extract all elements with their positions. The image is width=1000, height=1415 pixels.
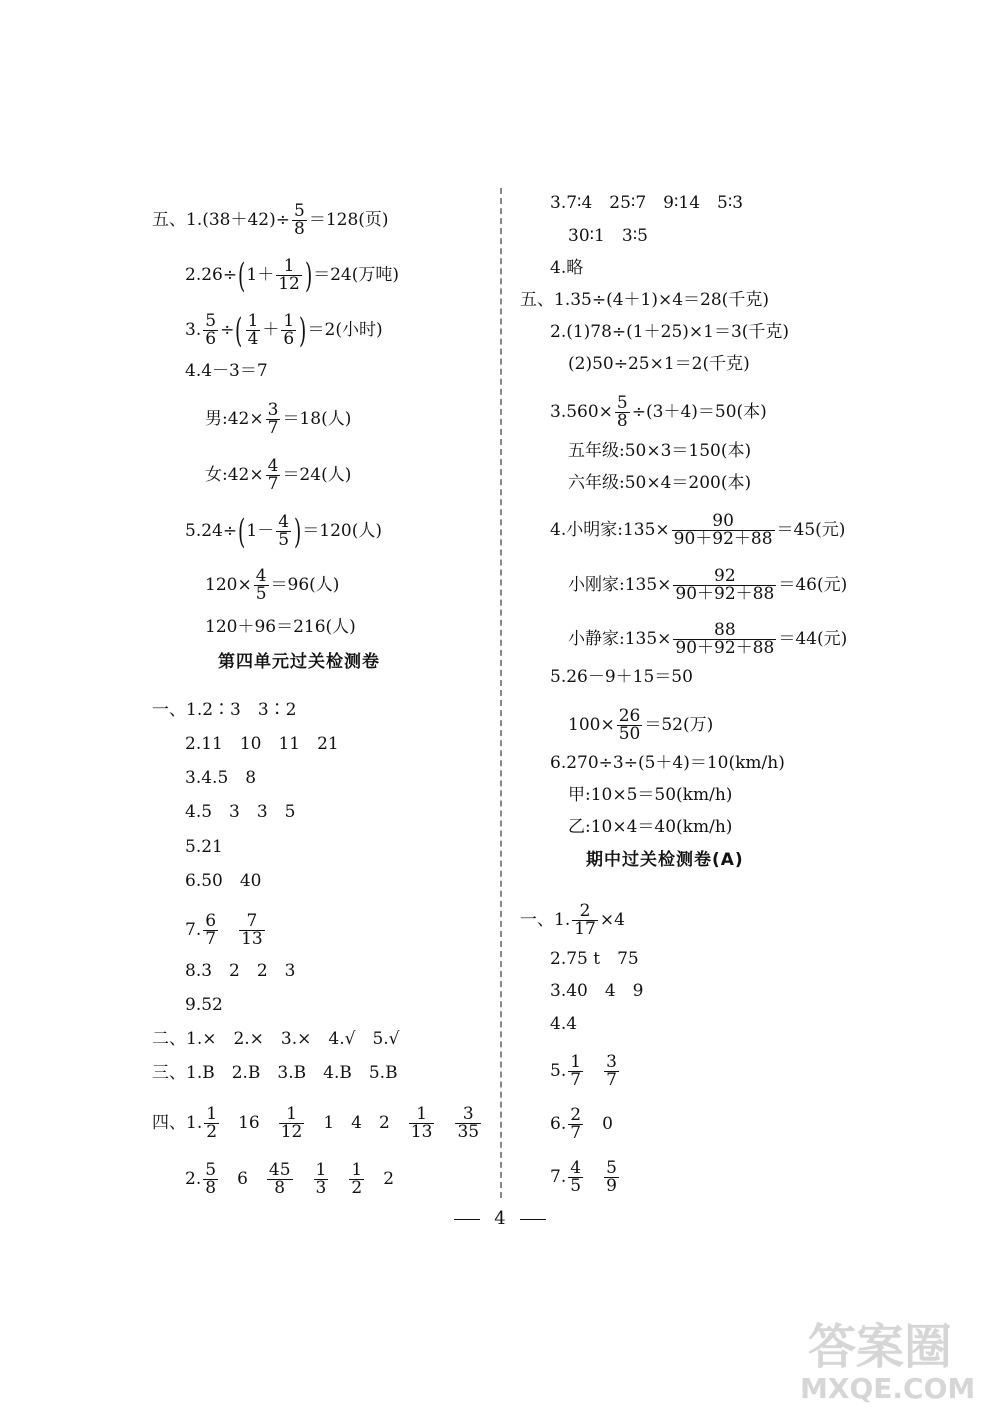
answer-1-2: 2.11 10 11 21 bbox=[185, 734, 339, 754]
answer-r5-1: 五、1.35÷(4＋1)×4＝28(千克) bbox=[520, 290, 769, 310]
answer-1-8: 8.3 2 2 3 bbox=[185, 961, 296, 981]
answer-1-6: 6.50 40 bbox=[185, 871, 262, 891]
answer-r5-4b: 小刚家:135× $\frac{92}{90+92+88}$ ＝46(元) bbox=[568, 566, 848, 604]
answer-5-5: 5.24÷(1－ $\frac{4}{5}$ )＝120(人) bbox=[185, 511, 383, 552]
answer-r5-2a: 2.(1)78÷(1＋25)×1＝3(千克) bbox=[550, 322, 790, 342]
answer-5-4-female: 女:42× $\frac{4}{7}$ ＝24(人) bbox=[205, 456, 352, 494]
answer-r3: 3.7∶4 25∶7 9∶14 5∶3 bbox=[550, 193, 744, 213]
answer-r5-5b: 100× $\frac{26}{50}$ ＝52(万) bbox=[568, 706, 714, 744]
answer-r5-3c: 六年级:50×4＝200(本) bbox=[568, 473, 752, 493]
answer-r5-6: 6.270÷3÷(5＋4)＝10(km/h) bbox=[550, 753, 785, 773]
answer-4-2: 2. $\frac{5}{8}$ 6 $\frac{45}{8}$ $\frac{1}{3}$ $\frac{1}{2}$ 2 bbox=[185, 1160, 395, 1198]
answer-m1-2: 2.75 t 75 bbox=[550, 949, 639, 969]
answer-1-3: 3.4.5 8 bbox=[185, 768, 257, 788]
section-title-midterm: 期中过关检测卷(A) bbox=[586, 850, 744, 870]
answer-m1-3: 3.40 4 9 bbox=[550, 981, 644, 1001]
answer-r5-6b: 甲:10×5＝50(km/h) bbox=[568, 785, 733, 805]
watermark-logo: 答案圈 bbox=[808, 1319, 953, 1375]
column-divider bbox=[500, 188, 502, 1198]
answer-r5-2b: (2)50÷25×1＝2(千克) bbox=[568, 354, 750, 374]
answer-r5-3b: 五年级:50×3＝150(本) bbox=[568, 441, 752, 461]
answer-r5-3: 3.560× $\frac{5}{8}$ ÷(3＋4)＝50(本) bbox=[550, 393, 767, 431]
answer-5-1: 五、1.(38＋42)÷ $\frac{5}{8}$ ＝128(页) bbox=[152, 201, 389, 239]
answer-r5-4c: 小静家:135× $\frac{88}{90+92+88}$ ＝44(元) bbox=[568, 620, 848, 658]
answer-1-7: 7. $\frac{6}{7}$ $\frac{7}{13}$ bbox=[185, 911, 263, 949]
answer-r4: 4.略 bbox=[550, 258, 584, 278]
answer-1-5: 5.21 bbox=[185, 837, 223, 857]
answer-3: 三、1.B 2.B 3.B 4.B 5.B bbox=[152, 1063, 398, 1083]
answer-m1-5: 5. $\frac{1}{7}$ $\frac{3}{7}$ bbox=[550, 1052, 617, 1090]
answer-r5-4a: 4.小明家:135× $\frac{90}{90+92+88}$ ＝45(元) bbox=[550, 511, 846, 549]
fraction: $\frac{5}{8}$ bbox=[294, 201, 305, 239]
watermark-url: MXQE.COM bbox=[800, 1372, 976, 1405]
answer-2: 二、1.× 2.× 3.× 4.√ 5.√ bbox=[152, 1029, 400, 1049]
answer-4-1: 四、1. $\frac{1}{2}$ 16 $\frac{1}{12}$ 1 4 2 $\frac{1}{13}$ $\frac{3}{35}$ bbox=[152, 1104, 480, 1142]
answer-5-5c: 120＋96＝216(人) bbox=[205, 617, 356, 637]
answer-5-2: 2.26÷(1＋ $\frac{1}{12}$ )＝24(万吨) bbox=[185, 255, 400, 296]
answer-r5-6c: 乙:10×4＝40(km/h) bbox=[568, 817, 733, 837]
answer-m1-7: 7. $\frac{4}{5}$ $\frac{5}{9}$ bbox=[550, 1158, 617, 1196]
page-number: 4 bbox=[0, 1208, 1000, 1229]
answer-1-1: 一、1.2∶3 3∶2 bbox=[152, 700, 297, 720]
answer-r3b: 30∶1 3∶5 bbox=[568, 226, 648, 246]
answer-m1-1: 一、1. $\frac{2}{17}$ ×4 bbox=[520, 901, 625, 939]
answer-5-3: 3. $\frac{5}{6}$ ÷( $\frac{1}{4}$ ＋ $\frac{1}{6}$ )＝2(小时) bbox=[185, 310, 383, 351]
answer-m1-4: 4.4 bbox=[550, 1014, 578, 1034]
answer-m1-6: 6. $\frac{2}{7}$ 0 bbox=[550, 1105, 613, 1143]
section-title-unit4: 第四单元过关检测卷 bbox=[218, 652, 380, 672]
answer-1-4: 4.5 3 3 5 bbox=[185, 802, 296, 822]
answer-r5-5: 5.26－9＋15＝50 bbox=[550, 667, 693, 687]
answer-1-9: 9.52 bbox=[185, 995, 223, 1015]
answer-5-4-male: 男:42× $\frac{3}{7}$ ＝18(人) bbox=[205, 400, 352, 438]
answer-5-4: 4.4－3＝7 bbox=[185, 361, 268, 381]
answer-5-5b: 120× $\frac{4}{5}$ ＝96(人) bbox=[205, 566, 340, 604]
